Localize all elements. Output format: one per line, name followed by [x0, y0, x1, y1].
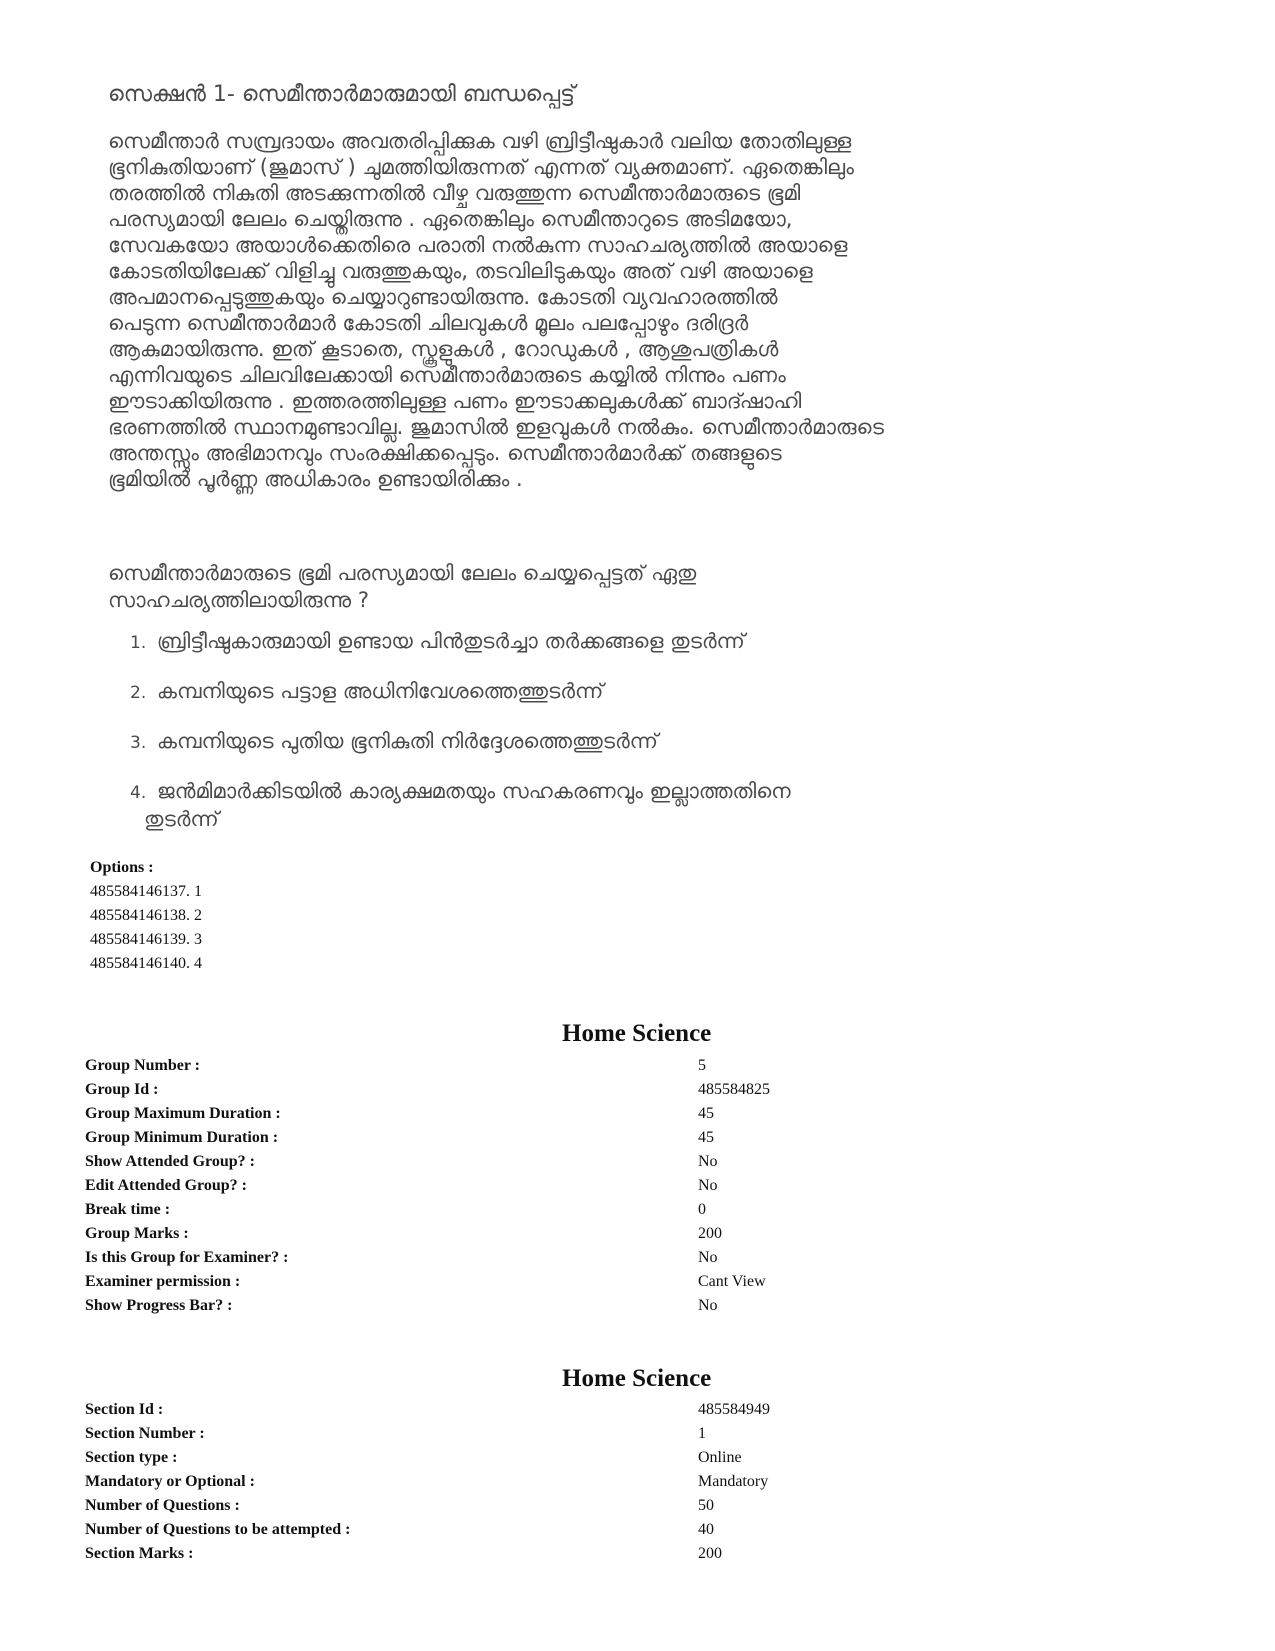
group-details-table	[85, 1054, 1185, 1318]
passage-line: പെടുന്ന സെമീന്താർമാർ കോടതി ചിലവുകൾ മൂലം പലപ്പോഴും ദരിദ്രർ	[108, 311, 749, 335]
table-row	[85, 1542, 1185, 1566]
field-value: 200	[698, 1225, 722, 1242]
passage-line: കോടതിയിലേക്ക് വിളിച്ചു വരുത്തുകയും, തടവിലിടുകയും അത് വഴി അയാളെ	[108, 259, 813, 283]
passage-line: ആകുമായിരുന്നു. ഇത് കൂടാതെ, സ്കൂളുകൾ , റോഡുകൾ , ആശുപത്രികൾ	[108, 337, 779, 361]
passage-line: ഭൂമിയിൽ പൂർണ്ണ അധികാരം ഉണ്ടായിരിക്കും .	[108, 467, 523, 491]
question-text	[108, 560, 696, 614]
table-row	[85, 1422, 1185, 1446]
choice-number: 1.	[130, 633, 147, 653]
table-row	[85, 1246, 1185, 1270]
field-value: No	[698, 1177, 718, 1194]
passage-line: ഭരണത്തിൽ സ്ഥാനമുണ്ടാവില്ല. ജുമാസിൽ ഇളവുകൾ നൽകും. സെമീന്താർമാരുടെ	[108, 415, 884, 439]
field-label: Section Marks :	[85, 1545, 194, 1562]
choice-text: കമ്പനിയുടെ പട്ടാള അധിനിവേശത്തെത്തുടർന്ന്	[156, 679, 604, 703]
field-label: Group Minimum Duration :	[85, 1129, 279, 1146]
passage-line: എന്നിവയുടെ ചിലവിലേക്കായി സെമീന്താർമാരുടെ കയ്യിൽ നിന്നും പണം	[108, 363, 786, 387]
passage-line: ഈടാക്കിയിരുന്നു . ഇത്തരത്തിലുള്ള പണം ഈടാക്കലുകൾക്ക് ബാദ്ഷാഹി	[108, 389, 802, 413]
field-value: 0	[698, 1201, 706, 1218]
field-label: Number of Questions to be attempted :	[85, 1521, 351, 1538]
table-row	[85, 1494, 1185, 1518]
table-row	[85, 1102, 1185, 1126]
choice-text: ബ്രിട്ടീഷുകാരുമായി ഉണ്ടായ പിൻതുടർച്ചാ തർക്കങ്ങളെ തുടർന്ന്	[156, 629, 745, 653]
field-label: Group Maximum Duration :	[85, 1105, 281, 1122]
table-row	[85, 1174, 1185, 1198]
passage-line: ഭൂനികുതിയാണ് (ജുമാസ് ) ചുമത്തിയിരുന്നത് എന്നത് വ്യക്തമാണ്. ഏതെങ്കിലും	[108, 155, 854, 179]
field-value: No	[698, 1297, 718, 1314]
field-label: Mandatory or Optional :	[85, 1473, 255, 1490]
field-label: Section Id :	[85, 1401, 164, 1418]
field-value: No	[698, 1153, 718, 1170]
passage-line: അപമാനപ്പെടുത്തുകയും ചെയ്യാറുണ്ടായിരുന്നു. കോടതി വ്യവഹാരത്തിൽ	[108, 285, 778, 309]
passage-text	[108, 128, 1008, 492]
option-item: 485584146140. 4	[90, 955, 202, 972]
field-label: Group Number :	[85, 1057, 200, 1074]
field-value: 1	[698, 1425, 706, 1442]
field-value: No	[698, 1249, 718, 1266]
option-item: 485584146139. 3	[90, 931, 202, 948]
field-value: 485584825	[698, 1081, 770, 1098]
table-row	[85, 1398, 1185, 1422]
table-row	[85, 1078, 1185, 1102]
question-line: സാഹചര്യത്തിലായിരുന്നു ?	[108, 588, 369, 612]
table-row	[85, 1150, 1185, 1174]
passage-line: പരസ്യമായി ലേലം ചെയ്തിരുന്നു . ഏതെങ്കിലും സെമീന്താറുടെ അടിമയോ,	[108, 207, 793, 231]
table-row	[85, 1198, 1185, 1222]
table-row	[85, 1222, 1185, 1246]
choice-item	[130, 728, 791, 756]
field-value: 45	[698, 1129, 714, 1146]
choice-number: 2.	[130, 683, 147, 703]
field-value: Cant View	[698, 1273, 766, 1290]
choice-item	[130, 628, 791, 656]
field-label: Show Attended Group? :	[85, 1153, 255, 1170]
field-label: Section type :	[85, 1449, 178, 1466]
field-value: 45	[698, 1105, 714, 1122]
field-label: Show Progress Bar? :	[85, 1297, 233, 1314]
field-label: Break time :	[85, 1201, 171, 1218]
choice-text-continued: തുടർന്ന്	[144, 807, 219, 831]
passage-line: തരത്തിൽ നികുതി അടക്കുന്നതിൽ വീഴ്ച വരുത്തുന്ന സെമീന്താർമാരുടെ ഭൂമി	[108, 181, 801, 205]
field-value: 50	[698, 1497, 714, 1514]
table-row	[85, 1054, 1185, 1078]
choice-number: 4.	[130, 783, 147, 803]
field-label: Section Number :	[85, 1425, 205, 1442]
choice-number: 3.	[130, 733, 147, 753]
field-label: Is this Group for Examiner? :	[85, 1249, 289, 1266]
table-row	[85, 1126, 1185, 1150]
choice-item	[130, 678, 791, 706]
choice-item	[130, 778, 791, 832]
answer-choices	[130, 628, 791, 854]
table-row	[85, 1294, 1185, 1318]
table-row	[85, 1270, 1185, 1294]
group-title: Home Science	[562, 1020, 712, 1047]
field-label: Edit Attended Group? :	[85, 1177, 247, 1194]
options-list	[90, 856, 202, 976]
field-value: 485584949	[698, 1401, 770, 1418]
table-row	[85, 1518, 1185, 1542]
table-row	[85, 1446, 1185, 1470]
field-label: Group Id :	[85, 1081, 159, 1098]
passage-line: സേവകയോ അയാൾക്കെതിരെ പരാതി നൽകുന്ന സാഹചര്യത്തിൽ അയാളെ	[108, 233, 848, 257]
question-heading: സെക്ഷൻ 1- സെമീന്താർമാരുമായി ബന്ധപ്പെട്ട്	[108, 82, 575, 107]
passage-line: അന്തസ്സും അഭിമാനവും സംരക്ഷിക്കപ്പെടും. സെമീന്താർമാർക്ക് തങ്ങളുടെ	[108, 441, 782, 465]
options-title: Options :	[90, 859, 154, 876]
field-value: Online	[698, 1449, 742, 1466]
table-row	[85, 1470, 1185, 1494]
field-value: 200	[698, 1545, 722, 1562]
question-line: സെമീന്താർമാരുടെ ഭൂമി പരസ്യമായി ലേലം ചെയ്യപ്പെട്ടത് ഏതു	[108, 561, 697, 585]
choice-text: കമ്പനിയുടെ പുതിയ ഭൂനികുതി നിർദ്ദേശത്തെത്തുടർന്ന്	[156, 729, 659, 753]
option-item: 485584146137. 1	[90, 883, 202, 900]
option-item: 485584146138. 2	[90, 907, 202, 924]
section-details-table	[85, 1398, 1185, 1566]
section-title: Home Science	[562, 1365, 712, 1392]
passage-line: സെമീന്താർ സമ്പ്രദായം അവതരിപ്പിക്കുക വഴി ബ്രിട്ടീഷുകാർ വലിയ തോതിലുള്ള	[108, 129, 852, 153]
choice-text: ജൻമിമാർക്കിടയിൽ കാര്യക്ഷമതയും സഹകരണവും ഇല്ലാത്തതിനെ	[156, 779, 791, 803]
field-value: Mandatory	[698, 1473, 769, 1490]
field-label: Examiner permission :	[85, 1273, 241, 1290]
field-label: Number of Questions :	[85, 1497, 240, 1514]
field-value: 40	[698, 1521, 714, 1538]
field-label: Group Marks :	[85, 1225, 189, 1242]
field-value: 5	[698, 1057, 706, 1074]
